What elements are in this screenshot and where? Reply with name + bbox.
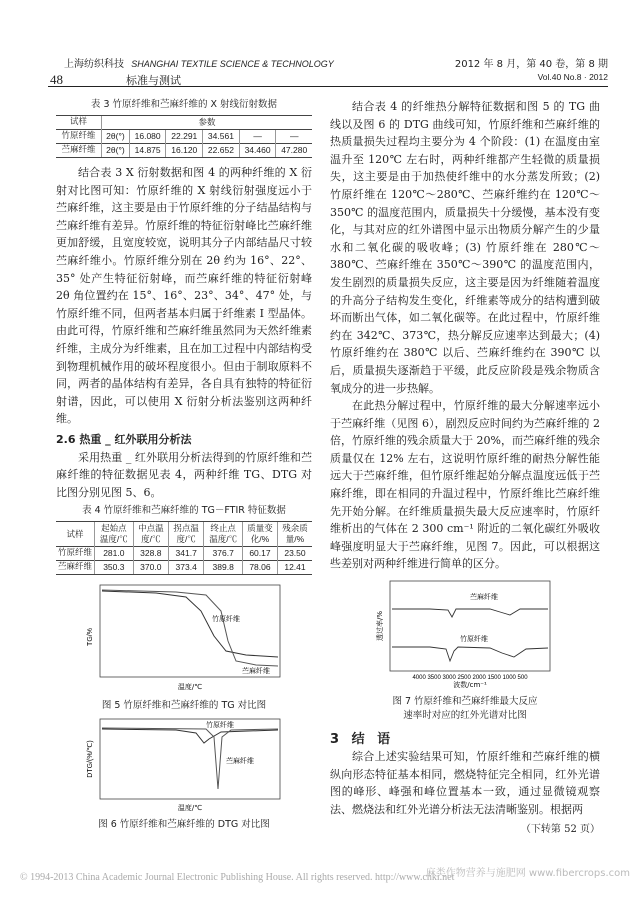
- table-cell: 341.7: [169, 547, 204, 561]
- continue-note: （下转第 52 页）: [520, 823, 600, 835]
- table-cell: 16.080: [129, 130, 166, 144]
- table-cell: 78.06: [242, 561, 277, 575]
- table-row: [56, 144, 312, 158]
- journal-title: [64, 58, 334, 71]
- table-cell: 14.875: [129, 144, 166, 158]
- page-header: [48, 58, 608, 88]
- fig5-caption: 图 5 竹原纤维和苎麻纤维的 TG 对比图: [101, 699, 267, 711]
- table-cell: 22.291: [166, 130, 203, 144]
- table4: [56, 521, 312, 575]
- body-paragraph: 结合表 4 的纤维热分解特征数据和图 5 的 TG 曲线以及图 6 的 DTG 曲线可知，竹原纤维和苎麻纤维的热质量损失过程均主要分为 4 个阶段：(1) 在温度由室温升至 120℃ 左右时，两种纤维都产生轻微的质量损失，这主要是由于加热使纤维中的水分蒸发所致；(2) 竹原纤维在 120℃～280℃、苎麻纤维约在 120℃～350℃ 的温度范围内，质量损失十分缓慢，基本没有变化，与其对应的红外谱图中显示出物质分解产生的少量水和二氧化碳的吸收峰；(3) 竹原纤维在 280℃～380℃、苎麻纤维在 350℃～390℃ 的温度范围内，发生剧烈的质量损失反应，这主要是因为纤维随着温度的升高分子结构发生变化，纤维素等成分的结构遭到破坏而断出气体，如二氧化碳等。在此过程中，竹原纤维约在 342℃、373℃，热分解反应速率达到最大；(4) 竹原纤维约在 380℃ 以后、苎麻纤维约在 390℃ 以后，质量损失逐渐趋于平缓，此反应阶段是残余物质含氧成分的进一步热解。: [330, 100, 600, 395]
- y-axis-label: DTG/(%/℃): [87, 740, 94, 778]
- x-axis-label: 波数/cm⁻¹: [453, 681, 487, 690]
- table-header-cell: 残余质量/%: [277, 522, 312, 547]
- table3: [56, 115, 312, 158]
- figure-5: [56, 581, 312, 713]
- bamboo-dtg-curve: [102, 729, 278, 743]
- table-header-cell: 参数: [102, 116, 312, 130]
- body-paragraph: 综合上述实验结果可知，竹原纤维和苎麻纤维的横纵向形态特征基本相同，燃烧特征完全相同，红外光谱图的峰形、峰强和峰位置基本一致，通过显微镜观察法、燃烧法和红外光谱分析法无法清晰鉴别。根据两: [330, 750, 600, 816]
- tg-chart: [56, 581, 312, 693]
- watermark: 麻类作物营养与施肥网 www.fibercrops.com: [425, 868, 630, 879]
- journal-title-en: SHANGHAI TEXTILE SCIENCE & TECHNOLOGY: [131, 59, 334, 69]
- table-cell: 苎麻纤维: [56, 144, 102, 158]
- table-header-row: [56, 522, 312, 547]
- table-header-cell: 试样: [56, 522, 95, 547]
- table-cell: 23.50: [277, 547, 312, 561]
- page-number: 48: [50, 72, 63, 87]
- table-cell: 60.17: [242, 547, 277, 561]
- chart-frame: [100, 585, 280, 677]
- y-axis-label: TG/%: [87, 628, 94, 647]
- section-heading: 3 结 语: [330, 731, 395, 747]
- bamboo-label: 竹原纤维: [212, 615, 240, 624]
- table-row: [56, 561, 312, 575]
- bamboo-tg-curve: [102, 591, 278, 657]
- table-cell: 350.3: [95, 561, 134, 575]
- table4-caption: 表 4 竹原纤维和苎麻纤维的 TG－FTIR 特征数据: [82, 505, 286, 517]
- table-cell: 竹原纤维: [56, 547, 95, 561]
- bamboo-label: 竹原纤维: [460, 635, 488, 644]
- table-cell: 2θ(°): [102, 144, 130, 158]
- table-header-cell: 中点温度/℃: [133, 522, 168, 547]
- fig7-caption-line2: 速率时对应的红外光谱对比图: [403, 709, 527, 721]
- table-cell: 竹原纤维: [56, 130, 102, 144]
- table-cell: 34.561: [203, 130, 240, 144]
- header-rule: [48, 86, 608, 87]
- table-header-cell: 拐点温度/℃: [169, 522, 204, 547]
- table-cell: 373.4: [169, 561, 204, 575]
- issue-en: Vol.40 No.8 · 2012: [537, 72, 608, 82]
- dtg-chart: [56, 717, 312, 813]
- table-cell: 370.0: [133, 561, 168, 575]
- fig6-caption: 图 6 竹原纤维和苎麻纤维的 DTG 对比图: [98, 819, 270, 831]
- table-header-cell: 终止点温度/℃: [204, 522, 243, 547]
- ramie-spectrum-curve: [392, 609, 548, 617]
- bamboo-spectrum-curve: [392, 647, 548, 661]
- table-cell: 389.8: [204, 561, 243, 575]
- section-name: 标准与测试: [126, 74, 181, 87]
- copyright-footer: © 1994-2013 China Academic Journal Electronic Publishing House. All rights reserved. http://www.cnki.net: [20, 872, 455, 883]
- table-cell: 376.7: [204, 547, 243, 561]
- table3-caption: 表 3 竹原纤维和苎麻纤维的 X 射线衍射数据: [90, 99, 278, 110]
- fig7-caption-line1: 图 7 竹原纤维和苎麻纤维最大反应: [392, 695, 538, 707]
- table-cell: 2θ(°): [102, 130, 130, 144]
- table-header-cell: 质量变化/%: [242, 522, 277, 547]
- table-cell: 16.120: [166, 144, 203, 158]
- x-axis-label: 温度/℃: [177, 803, 203, 812]
- table-cell: 苎麻纤维: [56, 561, 95, 575]
- issue-cn: 2012 年 8 月，第 40 卷，第 8 期: [454, 59, 608, 70]
- table-row: [56, 130, 312, 144]
- right-column: [330, 98, 600, 838]
- table-cell: 328.8: [133, 547, 168, 561]
- section-heading: 2.6 热重 _ 红外联用分析法: [56, 432, 192, 446]
- ir-spectrum-chart: [330, 579, 600, 689]
- table-row: [56, 547, 312, 561]
- ramie-label: 苎麻纤维: [470, 593, 498, 602]
- x-tick-labels: 4000 3500 3000 2500 2000 1500 1000 500: [412, 675, 528, 682]
- table-cell: 34.460: [239, 144, 276, 158]
- figure-6: [56, 717, 312, 833]
- table-cell: 12.41: [277, 561, 312, 575]
- table-cell: —: [276, 130, 312, 144]
- y-axis-label: 透过率/%: [376, 611, 384, 642]
- table-cell: 47.280: [276, 144, 312, 158]
- body-paragraph: 采用热重 _ 红外联用分析法得到的竹原纤维和苎麻纤维的特征数据见表 4，两种纤维 TG、DTG 对比图分别见图 5、6。: [56, 450, 312, 499]
- issue-info: [455, 58, 608, 84]
- figure-7: [330, 579, 600, 723]
- table-header-row: [56, 116, 312, 130]
- ramie-label: 苎麻纤维: [242, 667, 270, 676]
- journal-title-cn: 上海纺织科技: [64, 59, 124, 70]
- ramie-label: 苎麻纤维: [226, 756, 254, 765]
- x-axis-label: 温度/℃: [177, 683, 203, 692]
- table-header-cell: 试样: [56, 116, 102, 130]
- left-column: [56, 98, 312, 832]
- table-cell: 281.0: [95, 547, 134, 561]
- body-paragraph: 结合表 3 X 衍射数据和图 4 的两种纤维的 X 衍射对比图可知：竹原纤维的 X 射线衍射强度远小于苎麻纤维，这主要是由于竹原纤维的分子结晶结构与苎麻纤维有差异。竹原纤维的特征衍射峰比苎麻纤维更加舒缓，且宽度较宽，说明其分子内部结晶尺寸较苎麻纤维小。竹原纤维分别在 2θ 约为 16°、22°、35° 处产生特征衍射峰，而苎麻纤维的特征衍射峰 2θ 角位置约在 15°、16°、23°、34°、47° 处，与竹原纤维不同，但两者基本归属于纤维素 Ⅰ 型晶体。由此可得，竹原纤维和苎麻纤维虽然同为天然纤维素纤维，主成分为纤维素，且在加工过程中内部结构受到物理机械作用的破坏程度很小。但由于制取原料不同，两者的晶体结构有差异，各自具有独特的特征衍射谱，因此，可以使用 X 衍射分析法鉴别这两种纤维。: [56, 166, 312, 426]
- table-cell: 22.652: [203, 144, 240, 158]
- bamboo-label: 竹原纤维: [206, 720, 234, 729]
- body-paragraph: 在此热分解过程中，竹原纤维的最大分解速率远小于苎麻纤维（见图 6），剧烈反应时间约为苎麻纤维的 2 倍，竹原纤维的残余质量大于 20%，而苎麻纤维的残余质量仅在 12% 左右，这说明竹原纤维的耐热分解性能远大于苎麻纤维，但竹原纤维起始分解点温度远低于苎麻纤维，即在相同的升温过程中，竹原纤维比苎麻纤维先开始分解。在纤维质量损失最大反应速率时，竹原纤维析出的气体在 2 300 cm⁻¹ 附近的二氧化碳红外吸收峰强度明显大于苎麻纤维，见图 7。因此，可以根据这些差别对两种纤维进行简单的区分。: [330, 399, 600, 571]
- table-header-cell: 起始点温度/℃: [95, 522, 134, 547]
- table-cell: —: [239, 130, 276, 144]
